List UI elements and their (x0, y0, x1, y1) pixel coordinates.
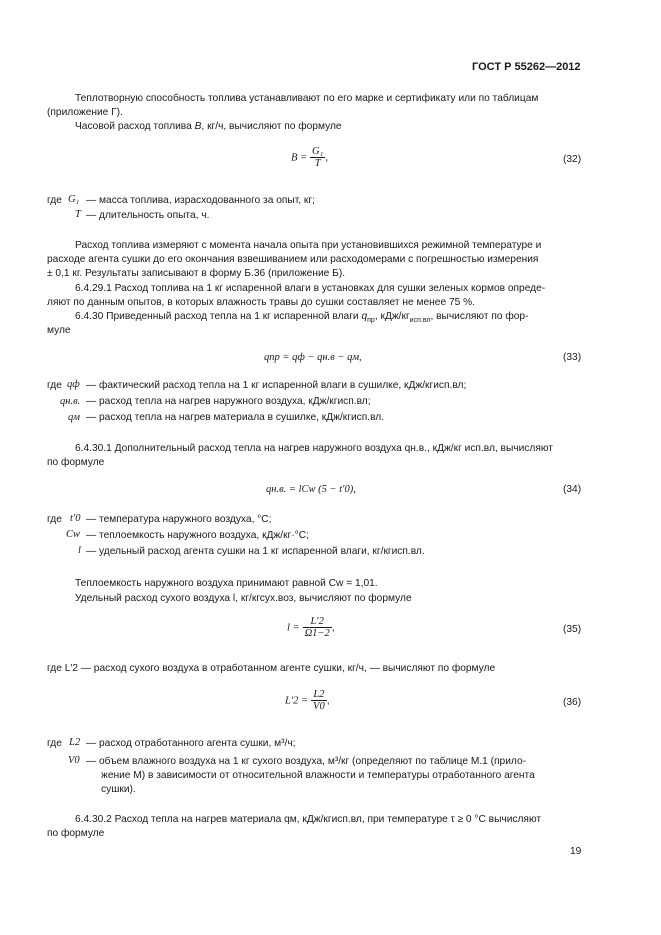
page-number: 19 (570, 846, 582, 857)
paragraph-line: муле (47, 325, 71, 336)
formula-34: qн.в. = lCw (5 − t′0), (266, 484, 356, 495)
symbol: t′0 (70, 513, 81, 524)
symbol: qф (67, 379, 80, 390)
definition: — температура наружного воздуха, °С; (86, 514, 272, 525)
paragraph-line: 6.4.29.1 Расход топлива на 1 кг испаренной влаги в установках для сушки зеленых кормов опреде- (75, 283, 546, 294)
paragraph-line: 6.4.30 Приведенный расход тепла на 1 кг испаренной влаги $q_{пр}$, кДж/$кг_{исп.вл}$, вычисляют по фор- (75, 311, 529, 325)
where-label: где (47, 380, 62, 391)
definition: сушки). (101, 784, 136, 795)
formula-number: (32) (563, 154, 582, 165)
symbol: T (75, 209, 81, 220)
formula-number: (33) (563, 352, 582, 363)
definition: — расход тепла на нагрев материала в сушилке, кДж/кгисп.вл. (86, 412, 385, 423)
paragraph-line: Расход топлива измеряют с момента начала опыта при установившихся режимной температуре и (75, 240, 542, 251)
formula-35: l = $\frac{L'2}{\Omega 1-2}$ , (287, 616, 335, 639)
definition: — расход отработанного агента сушки, м³/ч; (86, 738, 296, 749)
paragraph-line: Удельный расход сухого воздуха l, кг/кгсух.воз, вычисляют по формуле (75, 593, 412, 604)
formula-36: L′2 = $\frac{L2}{V0}$ , (285, 689, 330, 712)
definition: — масса топлива, израсходованного за опыт, кг; (86, 195, 315, 206)
formula-33: qпр = qф − qн.в − qм, (264, 352, 362, 363)
formula-number: (36) (563, 697, 582, 708)
definition: — расход тепла на нагрев наружного воздуха, кДж/кгисп.вл; (86, 396, 371, 407)
paragraph-line: (приложение Г). (47, 107, 123, 118)
formula-number: (35) (563, 624, 582, 635)
formula-number: (34) (563, 484, 582, 495)
definition: жение М) в зависимости от относительной влажности и температуры отработанного агента (101, 770, 535, 781)
formula-32: B = $\frac{\text{G₁}}{T}$ , (291, 146, 329, 169)
definition: — длительность опыта, ч. (86, 210, 210, 221)
paragraph-line: 6.4.30.1 Дополнительный расход тепла на нагрев наружного воздуха qн.в., кДж/кг исп.вл, вычисляют (75, 443, 553, 454)
paragraph-line: Теплоемкость наружного воздуха принимают равной Cw = 1,01. (75, 578, 378, 589)
symbol: G₁ (68, 194, 80, 205)
standard-header: ГОСТ Р 55262—2012 (472, 61, 581, 73)
paragraph-line: Часовой расход топлива B, кг/ч, вычисляют по формуле (75, 121, 342, 132)
symbol: Cw (66, 529, 81, 540)
paragraph-line: где L′2 — расход сухого воздуха в отработанном агенте сушки, кг/ч, — вычисляют по формуле (47, 663, 496, 674)
symbol: qн.в. (60, 396, 81, 407)
where-label: где (47, 514, 62, 525)
paragraph-line: по формуле (47, 457, 105, 468)
symbol: l (78, 545, 81, 556)
where-label: где (47, 195, 62, 206)
definition: — удельный расход агента сушки на 1 кг испаренной влаги, кг/кгисп.вл. (86, 546, 425, 557)
paragraph-line: ± 0,1 кг. Результаты записывают в форму Б.36 (приложение Б). (47, 268, 346, 279)
paragraph-line: расходе агента сушки до его окончания взвешиванием или расходомерами с погрешностью измерения (47, 254, 539, 265)
definition: — теплоемкость наружного воздуха, кДж/кг·°С; (86, 530, 309, 541)
where-label: где (47, 738, 62, 749)
symbol: qм (68, 412, 80, 423)
definition: — объем влажного воздуха на 1 кг сухого воздуха, м³/кг (определяют по таблице М.1 (прило- (86, 756, 527, 767)
paragraph-line: Теплотворную способность топлива устанавливают по его марке и сертификату или по таблицам (75, 93, 539, 104)
symbol: L2 (69, 737, 81, 748)
paragraph-line: ляют по данным опытов, в которых влажность травы до сушки составляет не менее 75 %. (47, 297, 475, 308)
symbol: V0 (68, 755, 80, 766)
paragraph-line: 6.4.30.2 Расход тепла на нагрев материала qм, кДж/кгисп.вл, при температуре τ ≥ 0 °С вычисляют (75, 814, 542, 825)
paragraph-line: по формуле (47, 828, 105, 839)
definition: — фактический расход тепла на 1 кг испаренной влаги в сушилке, кДж/кгисп.вл; (86, 380, 467, 391)
